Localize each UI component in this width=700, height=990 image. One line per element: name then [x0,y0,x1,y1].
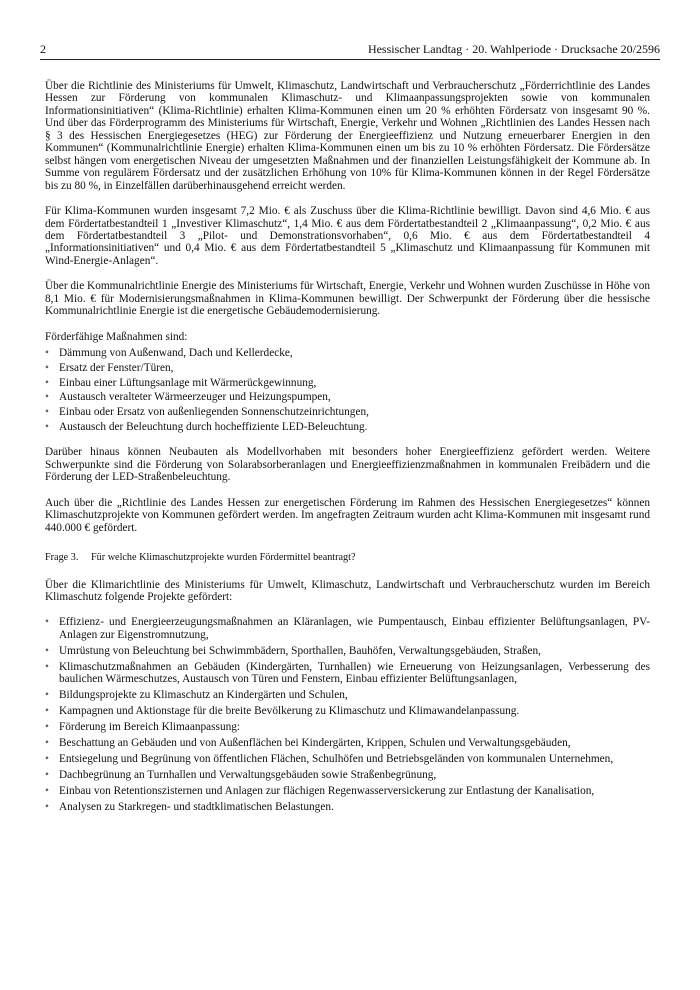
paragraph-klima-richtlinie: Über die Richtlinie des Ministeriums für Umwelt, Klimaschutz, Landwirtschaft und Verbraucherschutz „Förderrichtlinie des Landes Hessen zur Förderung von kommunalen Klimaschutz- und Klimaanpassungsprojekten sowie von kommunalen Informationsinitiativen“ (Klima-Richtlinie) erhalten Klima-Kommunen einen um 20 % erhöhten Fördersatz von insgesamt 90 %. Und über das Förderprogramm des Ministeriums für Wirtschaft, Energie, Verkehr und Wohnen „Richtlinien des Landes Hessen nach § 3 des Hessischen Energiegesetzes (HEG) zur Förderung der Energieeffizienz und Nutzung erneuerbarer Energien in den Kommunen“ (Kommunalrichtlinie Energie) erhalten Klima-Kommunen einen um bis zu 10 % erhöhten Fördersatz. Die Fördersätze selbst hängen vom energetischen Niveau der umgesetzten Maßnahmen und der finanziellen Leistungsfähigkeit der Kommune ab. In Summe von regulärem Fördersatz und der zusätzlichen Erhöhung von 10% für Klima-Kommunen können in der Regel Fördersätze bis zu 80 %, in Einzelfällen darüberhinausgehend erreicht werden. [45,80,650,192]
paragraph-neubauten: Darüber hinaus können Neubauten als Modellvorhaben mit besonders hoher Energieeffizienz gefördert werden. Weitere Schwerpunkte sind die Förderung von Solarabsorberanlagen und Energieeffizienzmaßnahmen in kommunalen Freibädern und die Förderung der LED-Straßenbeleuchtung. [45,446,650,484]
header-rule [40,59,660,60]
measures-intro: Förderfähige Maßnahmen sind: [45,330,188,343]
paragraph-energiegesetz: Auch über die „Richtlinie des Landes Hessen zur energetischen Förderung im Rahmen des Hessischen Energiegesetzes“ können Klimaschutzprojekte von Kommunen gefördert werden. Im angefragten Zeitraum wurden acht Klima-Kommunen mit insgesamt rund 440.000 € gefördert. [45,496,650,534]
paragraph-zuschuss: Für Klima-Kommunen wurden insgesamt 7,2 Mio. € als Zuschuss über die Klima-Richtlinie bewilligt. Davon sind 4,6 Mio. € aus dem Fördertatbestandteil 1 „Investiver Klimaschutz“, 1,4 Mio. € aus dem Fördertatbestandteil 2 „Klimaanpassung“, 0,2 Mio. € aus dem Fördertatbestandteil 3 „Pilot- und Demonstrationsvorhaben“, 0,6 Mio. € aus dem Fördertatbestandteil 4 „Informationsinitiativen“ und 0,4 Mio. € aus dem Fördertatbestandteil 5 „Klimaschutz und Klimaanpassung für Kommunen mit Wind-Energie-Anlagen“. [45,205,650,267]
question-heading [45,552,650,564]
paragraph-projekte-intro: Über die Klimarichtlinie des Ministeriums für Umwelt, Klimaschutz, Landwirtschaft und Verbraucherschutz wurden im Bereich Klimaschutz folgende Projekte gefördert: [45,578,650,603]
body-text [45,80,650,826]
question-text: Für welche Klimaschutzprojekte wurden Fördermittel beantragt? [91,552,356,564]
paragraph-kommunalrichtlinie: Über die Kommunalrichtlinie Energie des Ministeriums für Wirtschaft, Energie, Verkehr und Wohnen wurden Zuschüsse in Höhe von 8,1 Mio. € für Modernisierungsmaßnahmen in Klima-Kommunen bewilligt. Der Schwerpunkt der Förderung über die hessische Kommunalrichtlinie Energie ist die energetische Gebäudemodernisierung. [45,280,650,318]
list-item: • Austausch veralteter Wärmeerzeuger und Heizungspumpen, [45,391,650,403]
list-item: • Einbau von Retentionszisternen und Anlagen zur flächigen Regenwasserversickerung zur Entlastung der Kanalisation, [45,785,650,797]
page-number: 2 [40,42,46,56]
list-item: • Umrüstung von Beleuchtung bei Schwimmbädern, Sporthallen, Bauhöfen, Verwaltungsgebäuden, Straßen, [45,645,650,657]
list-item: • Ersatz der Fenster/Türen, [45,362,650,374]
list-item: • Einbau oder Ersatz von außenliegenden Sonnenschutzeinrichtungen, [45,406,650,418]
list-item: • Entsiegelung und Begrünung von öffentlichen Flächen, Schulhöfen und Betriebsgeländen von kommunalen Unternehmen, [45,753,650,765]
list-item: • Einbau einer Lüftungsanlage mit Wärmerückgewinnung, [45,377,650,389]
measures-list [45,347,650,433]
list-item: • Austausch der Beleuchtung durch hocheffiziente LED-Beleuchtung. [45,421,650,433]
projects-list [45,616,650,813]
list-item: • Bildungsprojekte zu Klimaschutz an Kindergärten und Schulen, [45,689,650,701]
list-item: • Beschattung an Gebäuden und von Außenflächen bei Kindergärten, Krippen, Schulen und Verwaltungsgebäuden, [45,737,650,749]
list-item: • Dämmung von Außenwand, Dach und Kellerdecke, [45,347,650,359]
page-header [40,40,660,58]
running-title: Hessischer Landtag · 20. Wahlperiode · Drucksache 20/2596 [367,42,660,56]
list-item: • Klimaschutzmaßnahmen an Gebäuden (Kindergärten, Turnhallen) wie Erneuerung von Heizungsanlagen, Verbesserung des baulichen Wärmeschutzes, Austausch von Türen und Fenstern, Einbau effizienter Belüftungsanlagen, [45,661,650,686]
question-number: Frage 3. [45,552,79,564]
list-item: • Dachbegrünung an Turnhallen und Verwaltungsgebäuden sowie Straßenbegrünung, [45,769,650,781]
list-item: • Analysen zu Starkregen- und stadtklimatischen Belastungen. [45,801,650,813]
list-item: • Förderung im Bereich Klimaanpassung: [45,721,650,733]
list-item: • Effizienz- und Energieerzeugungsmaßnahmen an Kläranlagen, wie Pumpentausch, Einbau effizienter Belüftungsanlagen, PV-Anlagen zur Eigenstromnutzung, [45,616,650,641]
list-item: • Kampagnen und Aktionstage für die breite Bevölkerung zu Klimaschutz und Klimawandelanpassung. [45,705,650,717]
